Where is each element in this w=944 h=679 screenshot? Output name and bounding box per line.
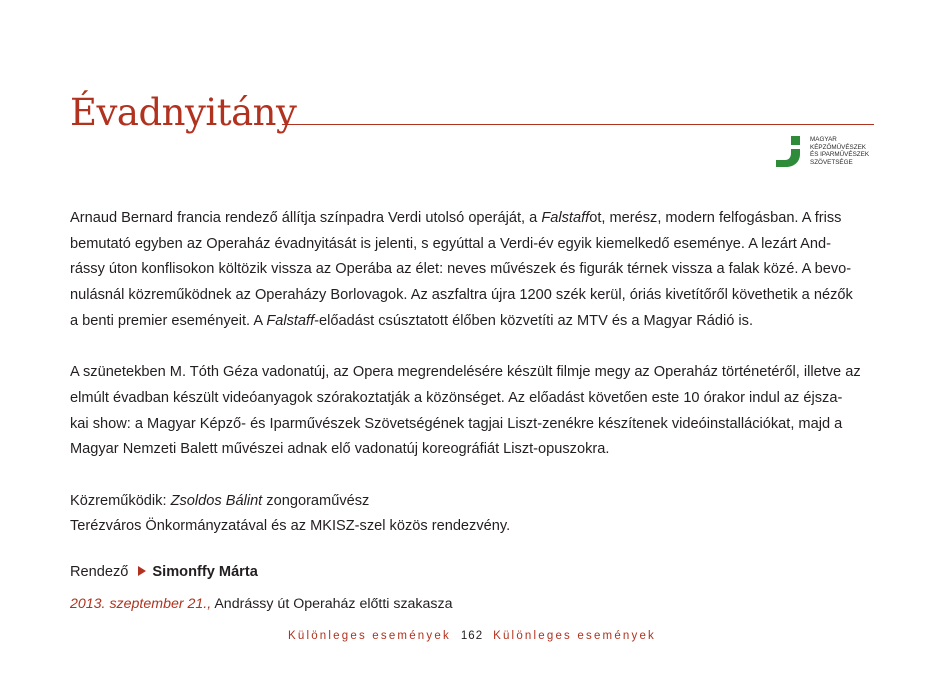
logo-text-line: MAGYAR	[810, 136, 837, 143]
logo-text	[810, 136, 869, 166]
title-row	[70, 88, 874, 138]
director-label: Rendező	[70, 564, 129, 580]
paragraph-credits	[70, 489, 880, 540]
paragraph-line: a benti premier eseményeit. A Falstaff-előadást csúsztatott élőben közvetíti az MTV és a Magyar Rádió is.	[70, 312, 753, 329]
logo-text-line: SZÖVETSÉGE	[810, 158, 853, 166]
opera-title: Falstaff	[541, 210, 590, 226]
opera-title: Falstaff	[266, 312, 315, 329]
organizers-line: Terézváros Önkormányzatával és az MKISZ-szel közös rendezvény.	[70, 518, 511, 535]
contributors-line: Közreműködik: Zsoldos Bálint zongoraművész	[70, 492, 370, 509]
paragraph-line: elmúlt évadban készült videóanyagok szórakoztatják a közönséget. Az előadást követően este 10 órakor indul az éjsza-	[70, 389, 843, 406]
paragraph-line: rássy úton konflisokon költözik vissza az Operába az élet: neves művészek és figurák térnek vissza a falak közé. A bevo-	[70, 261, 852, 278]
event-date: 2013. szeptember 21.,	[70, 596, 212, 612]
arrow-right-icon	[138, 566, 146, 576]
mkisz-logo	[775, 136, 880, 172]
footer-section-left: Különleges események	[287, 630, 451, 642]
paragraph-line: A szünetekben M. Tóth Géza vadonatúj, az Opera megrendelésére készült filmje megy az Operaház történetéről, illetve az	[70, 364, 861, 381]
director-name: Simonffy Márta	[152, 564, 258, 580]
event-location: Andrássy út Operaház előtti szakasza	[211, 596, 453, 612]
page-number: 162	[460, 630, 484, 642]
paragraph-program	[70, 360, 880, 463]
logo-text-line: KÉPZŐMŰVÉSZEK	[810, 143, 866, 151]
event-info	[70, 592, 453, 617]
title-rule	[282, 124, 874, 125]
page-footer	[0, 627, 944, 645]
paragraph-line: Magyar Nemzeti Balett művészei adnak elő vadonatúj koreográfiát Liszt-opuszokra.	[70, 441, 610, 458]
mkisz-logo-icon	[775, 136, 805, 168]
paragraph-line: bemutató egyben az Operaház évadnyitását is jelenti, s egyúttal a Verdi-év egyik kiemelkedő eseménye. A lezárt And-	[70, 235, 831, 252]
paragraph-intro	[70, 206, 880, 335]
paragraph-line: kai show: a Magyar Képző- és Iparművészek Szövetségének tagjai Liszt-zenékre készítenek videóinstallációkat, majd a	[70, 415, 843, 432]
contributor-name: Zsoldos Bálint	[170, 492, 263, 509]
footer-section-right: Különleges események	[493, 630, 657, 642]
logo-text-line: ÉS IPARMŰVÉSZEK	[810, 151, 870, 159]
page-title: Évadnyitány	[70, 91, 297, 134]
paragraph-line: nulásnál közreműködnek az Operaházy Borlovagok. Az aszfaltra újra 1200 szék kerül, óriás kivetítőről követhetik a nézők	[70, 287, 853, 304]
director-row	[70, 560, 258, 585]
article-body	[70, 206, 880, 566]
paragraph-line: Arnaud Bernard francia rendező állítja színpadra Verdi utolsó operáját, a Falstaffot, merész, modern felfogásban. A friss	[70, 210, 842, 226]
